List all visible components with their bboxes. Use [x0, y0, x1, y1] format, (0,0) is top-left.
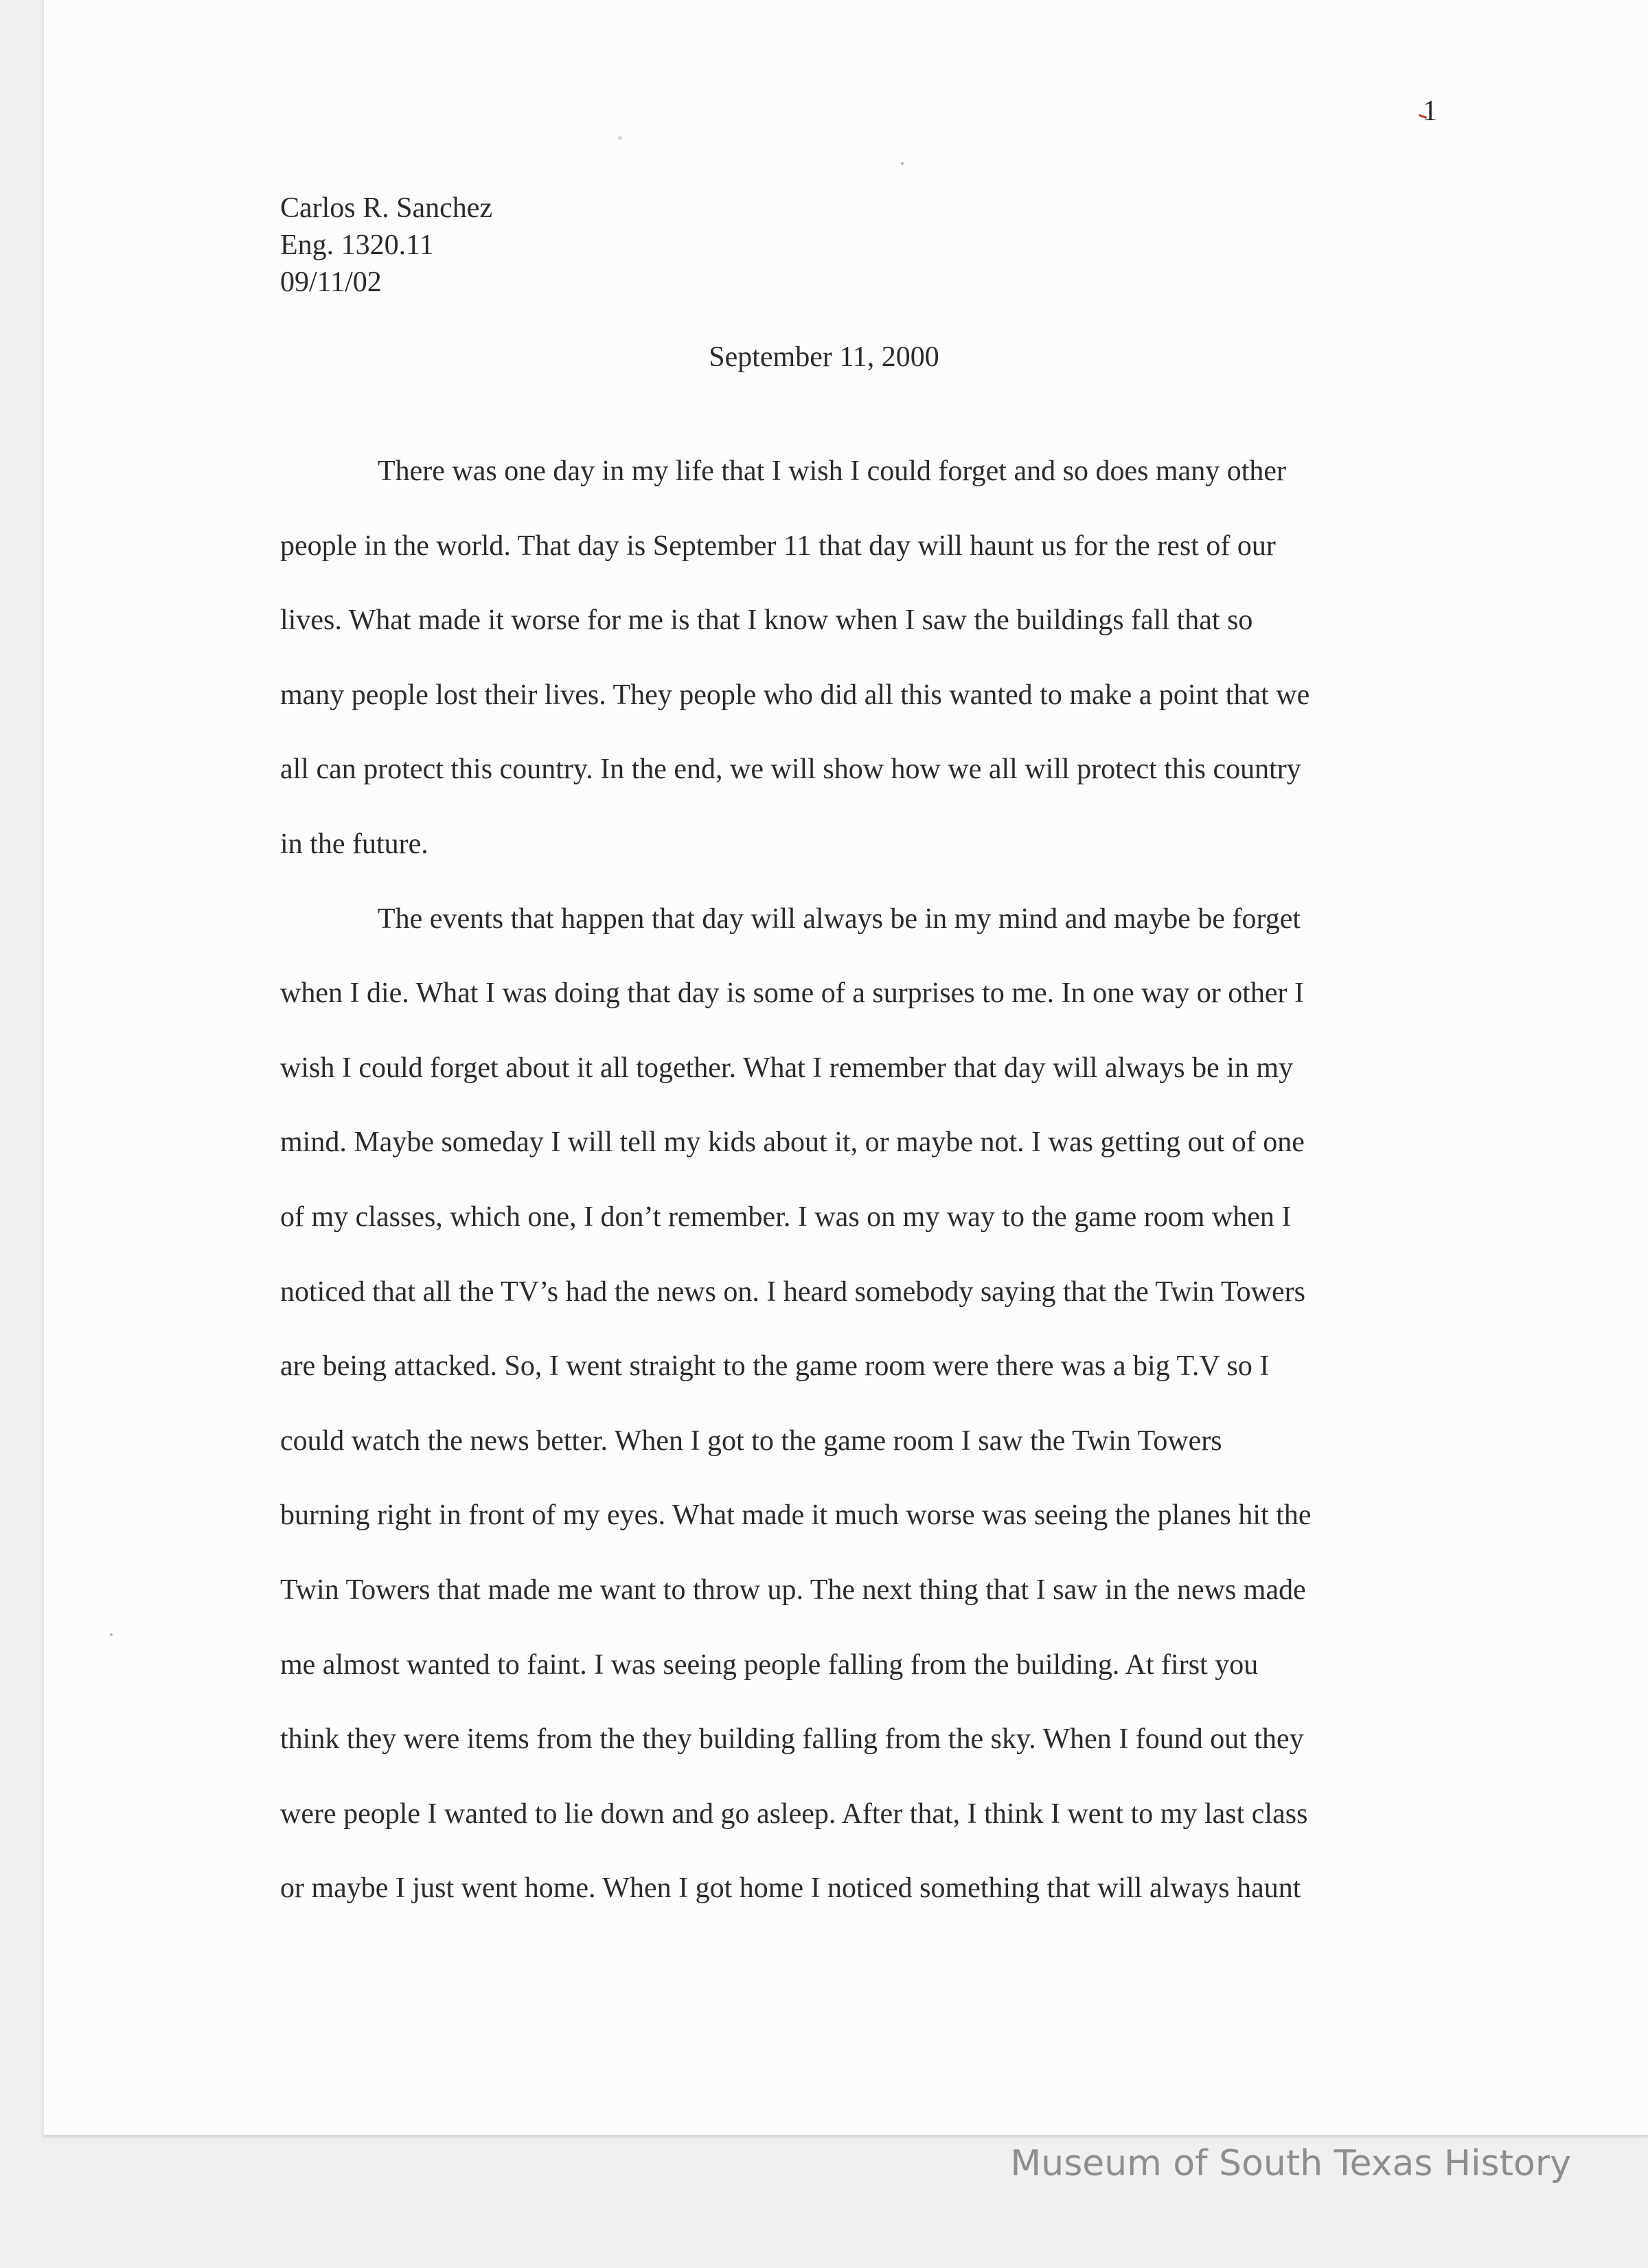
text-line: mind. Maybe someday I will tell my kids about it, or maybe not. I was getting out of one	[280, 1126, 1305, 1159]
text-line: many people lost their lives. They people who did all this wanted to make a point that we	[280, 679, 1310, 711]
text-line: think they were items from the they building falling from the sky. When I found out they	[280, 1723, 1304, 1756]
text-line: all can protect this country. In the end, we will show how we all will protect this country	[280, 753, 1301, 786]
scan-speck	[110, 1633, 113, 1636]
text-line: Twin Towers that made me want to throw up. The next thing that I saw in the news made	[280, 1574, 1306, 1606]
course-code: Eng. 1320.11	[280, 229, 434, 261]
text-line: me almost wanted to faint. I was seeing people falling from the building. At first you	[280, 1648, 1259, 1681]
museum-watermark: Museum of South Texas History	[1010, 2143, 1571, 2184]
text-line: were people I wanted to lie down and go asleep. After that, I think I went to my last class	[280, 1798, 1308, 1830]
text-line: in the future.	[280, 828, 428, 860]
author-name: Carlos R. Sanchez	[280, 192, 493, 224]
scan-speck	[618, 136, 622, 140]
text-line: burning right in front of my eyes. What made it much worse was seeing the planes hit the	[280, 1499, 1312, 1532]
text-line: or maybe I just went home. When I got home I noticed something that will always haunt	[280, 1872, 1301, 1905]
text-line: when I die. What I was doing that day is some of a surprises to me. In one way or other I	[280, 977, 1305, 1010]
text-line: wish I could forget about it all together. What I remember that day will always be in my	[280, 1052, 1294, 1084]
text-line: people in the world. That day is September 11 that day will haunt us for the rest of our	[280, 530, 1276, 562]
text-line: lives. What made it worse for me is that I know when I saw the buildings fall that so	[280, 604, 1253, 637]
essay-title: September 11, 2000	[709, 341, 939, 373]
text-line: are being attacked. So, I went straight to the game room were there was a big T.V so I	[280, 1350, 1270, 1383]
text-line: could watch the news better. When I got to the game room I saw the Twin Towers	[280, 1425, 1222, 1457]
page-number: 1	[1423, 95, 1437, 127]
submission-date: 09/11/02	[280, 267, 382, 298]
text-line: The events that happen that day will always be in my mind and maybe be forget	[378, 903, 1301, 935]
essay-body	[280, 451, 1441, 1942]
text-line: There was one day in my life that I wish I could forget and so does many other	[378, 455, 1287, 487]
paragraph	[280, 451, 1441, 898]
text-line: noticed that all the TV’s had the news on. I heard somebody saying that the Twin Towers	[280, 1275, 1305, 1308]
document-header	[280, 190, 492, 301]
text-line: of my classes, which one, I don’t remember. I was on my way to the game room when I	[280, 1201, 1292, 1233]
scan-speck	[901, 162, 904, 165]
paragraph	[280, 898, 1441, 1942]
